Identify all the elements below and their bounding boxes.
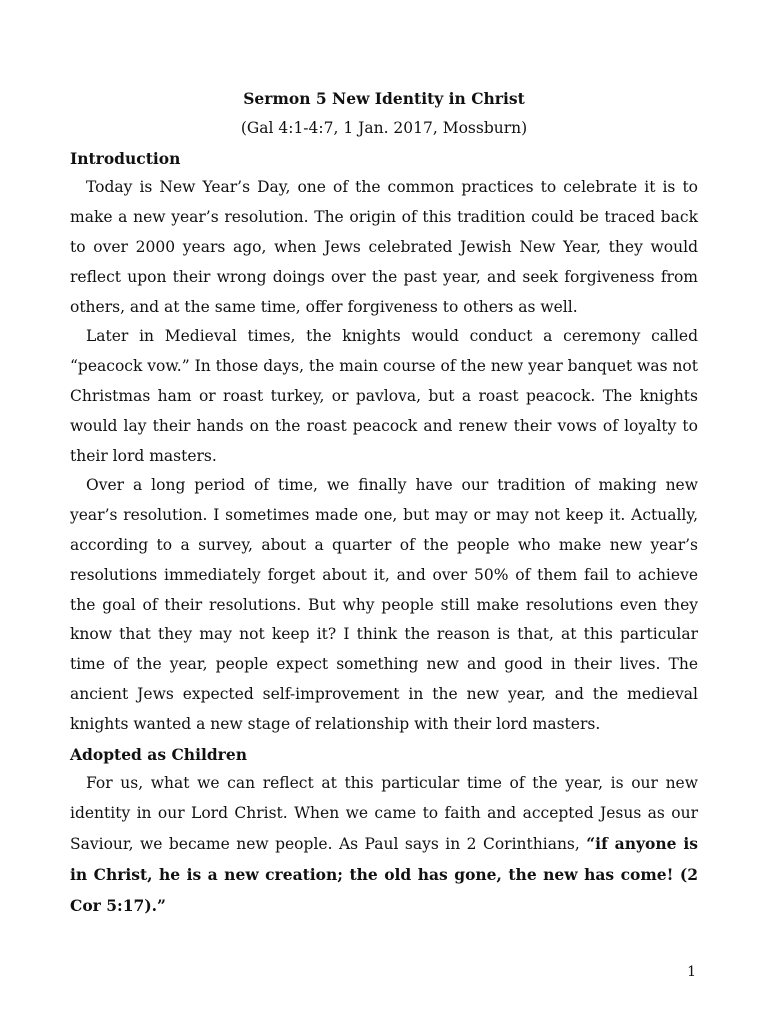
page-number: 1: [687, 964, 696, 980]
paragraph-peacock-vow: Later in Medieval times, the knights would conduct a ceremony called “peacock vow.” In those days, the main course of the new year banquet was not Christmas ham or roast turkey, or pavlova, but a roast peacock. The knights would lay their hands on the roast peacock and renew their vows of loyalty to their lord masters.: [70, 327, 698, 465]
scripture-quote-2-cor: “if anyone is in Christ, he is a new creation; the old has gone, the new has come! (2 Cor 5:17).”: [70, 833, 698, 915]
paragraph-new-identity: [70, 769, 698, 921]
paragraph-resolutions: Over a long period of time, we finally have our tradition of making new year’s resolution. I sometimes made one, but may or may not keep it. Actually, according to a survey, about a quarter of the people who make new year’s resolutions immediately forget about it, and over 50% of them fail to achieve the goal of their resolutions. But why people still make resolutions even they know that they may not keep it? I think the reason is that, at this particular time of the year, people expect something new and good in their lives. The ancient Jews expected self-improvement in the new year, and the medieval knights wanted a new stage of relationship with their lord masters.: [70, 476, 698, 733]
document-body: [70, 84, 698, 921]
paragraph-new-years-day: Today is New Year’s Day, one of the common practices to celebrate it is to make a new year’s resolution. The origin of this tradition could be traced back to over 2000 years ago, when Jews celebrated Jewish New Year, they would reflect upon their wrong doings over the past year, and seek forgiveness from others, and at the same time, offer forgiveness to others as well.: [70, 178, 698, 316]
section-heading-introduction: Introduction: [70, 148, 181, 168]
section-heading-adopted-as-children: Adopted as Children: [70, 744, 247, 764]
paragraph-new-identity-text: For us, what we can reflect at this particular time of the year, is our new identity in our Lord Christ. When we came to faith and accepted Jesus as our Saviour, we became new people. As Paul says in 2 Corinthians,: [70, 774, 698, 853]
sermon-title: Sermon 5 New Identity in Christ: [243, 89, 525, 108]
sermon-reference: (Gal 4:1-4:7, 1 Jan. 2017, Mossburn): [240, 118, 528, 137]
